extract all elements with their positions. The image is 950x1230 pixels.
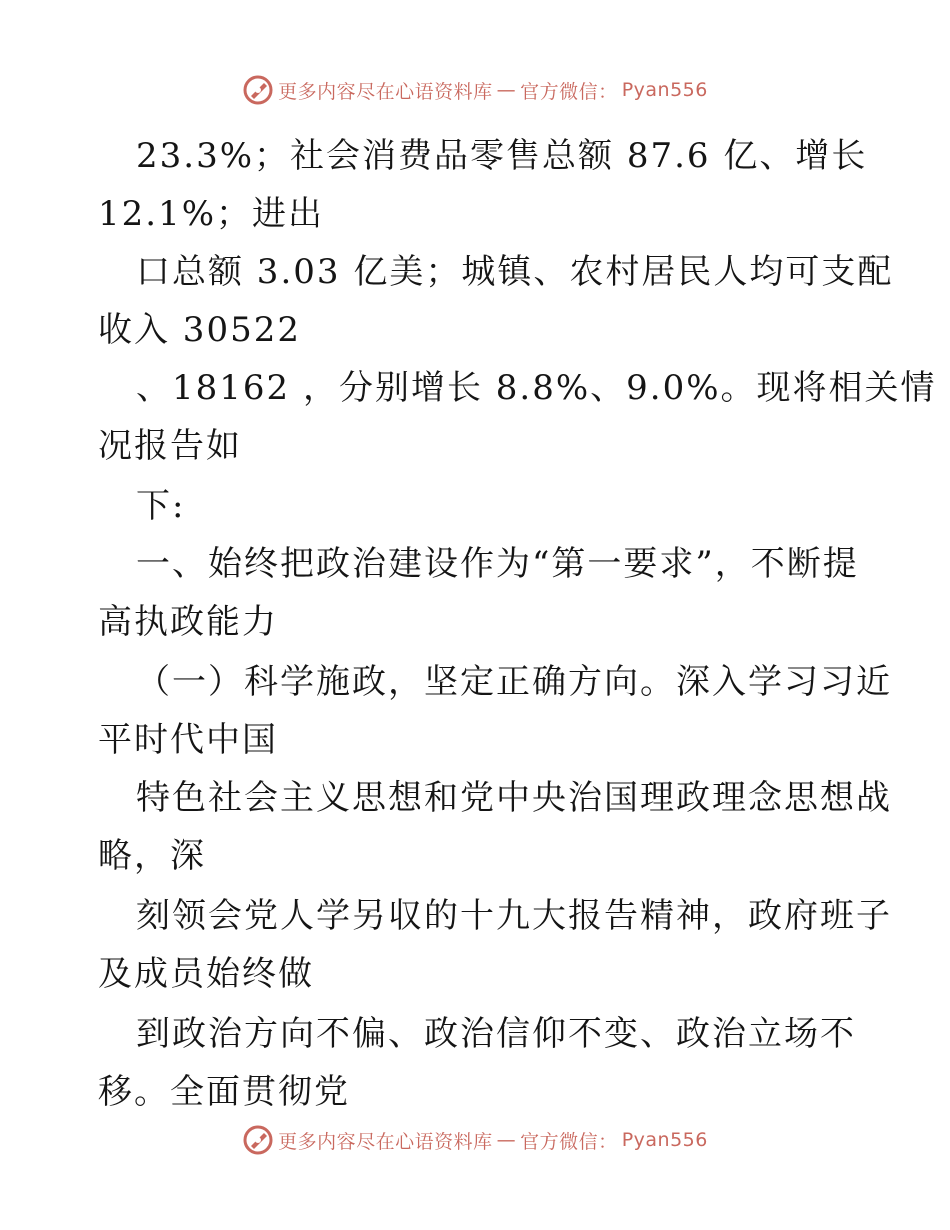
text-line-2: 12.1%；进出 xyxy=(98,194,325,234)
text-line-15: 及成员始终做 xyxy=(98,954,314,994)
pen-seal-logo-icon xyxy=(242,1124,274,1156)
text-line-12: 特色社会主义思想和党中央治国理政理念思想战 xyxy=(136,778,892,818)
text-line-4: 收入 30522 xyxy=(98,310,301,350)
text-line-5: 、18162 ，分别增长 8.8%、9.0%。现将相关情 xyxy=(136,368,937,408)
footer-watermark xyxy=(0,1124,950,1156)
text-line-17: 移。全面贯彻党 xyxy=(98,1072,350,1112)
text-line-10: （一）科学施政，坚定正确方向。深入学习习近 xyxy=(136,662,892,702)
text-line-1: 23.3%；社会消费品零售总额 87.6 亿、增长 xyxy=(136,136,868,176)
text-line-14-rest: 的十九大报告精神，政府班子 xyxy=(424,896,892,936)
watermark-brand: 更多内容尽在心语资料库 xyxy=(278,80,493,103)
text-line-7: 下: xyxy=(136,486,186,526)
watermark-official-label: 官方微信： xyxy=(520,1130,618,1153)
text-line-14-highlight: 另収 xyxy=(352,896,424,936)
text-line-8: 一、始终把政治建设作为“第一要求”，不断提 xyxy=(136,544,859,584)
watermark-account: Pyan556 xyxy=(621,79,708,101)
text-line-16: 到政治方向不偏、政治信仰不变、政治立场不 xyxy=(136,1014,856,1054)
text-line-11: 平时代中国 xyxy=(98,720,278,760)
text-line-13: 略，深 xyxy=(98,836,206,876)
watermark-account: Pyan556 xyxy=(621,1129,708,1151)
watermark-separator: — xyxy=(496,1129,517,1151)
text-line-6: 况报告如 xyxy=(98,426,242,466)
text-line-14-prefix: 刻领会党人学 xyxy=(136,896,352,936)
pen-seal-logo-icon xyxy=(242,74,274,106)
text-line-3: 口总额 3.03 亿美；城镇、农村居民人均可支配 xyxy=(136,252,894,292)
header-watermark xyxy=(0,74,950,106)
watermark-separator: — xyxy=(496,79,517,101)
watermark-official-label: 官方微信： xyxy=(520,80,618,103)
watermark-brand: 更多内容尽在心语资料库 xyxy=(278,1130,493,1153)
text-line-14 xyxy=(136,888,892,937)
text-line-9: 高执政能力 xyxy=(98,602,278,642)
